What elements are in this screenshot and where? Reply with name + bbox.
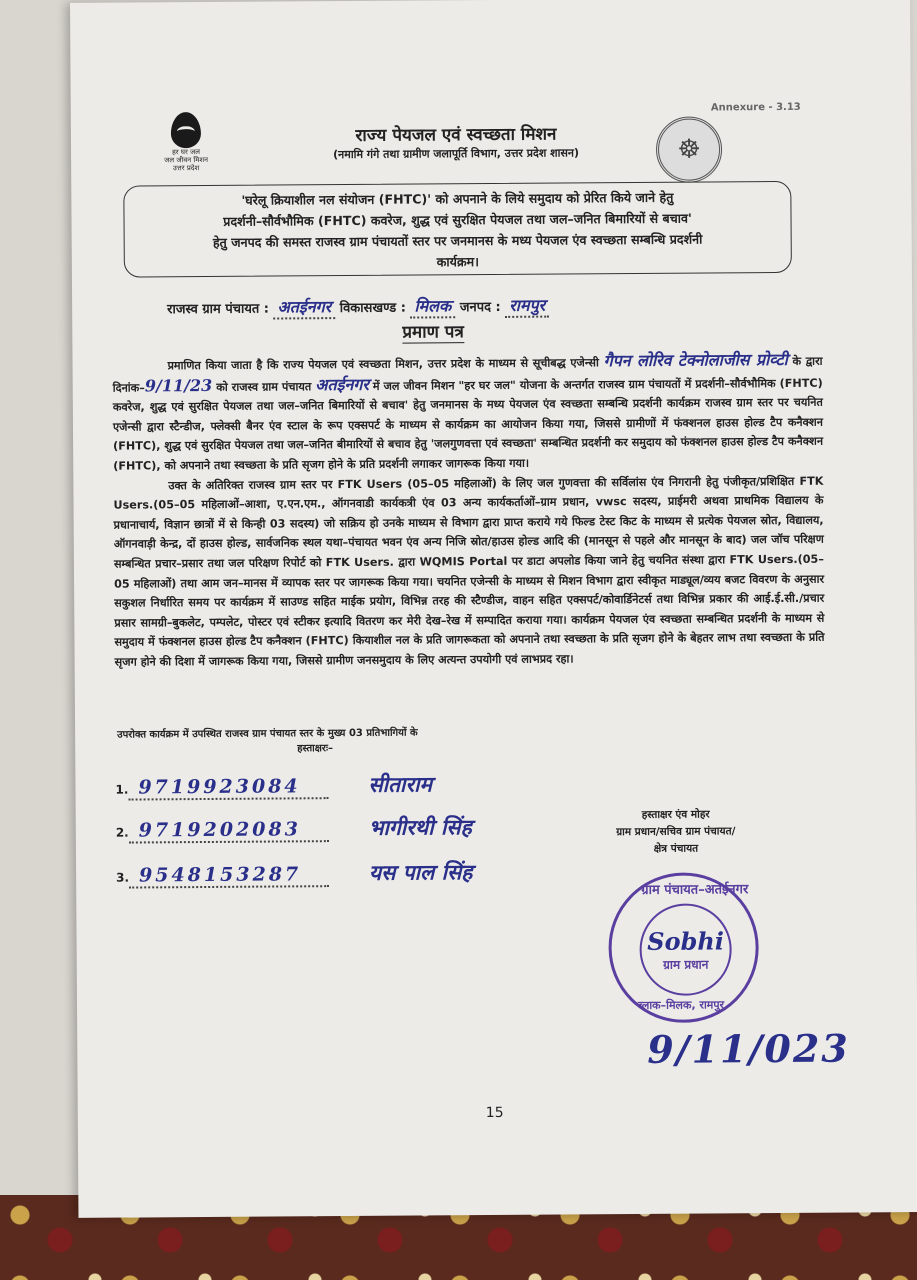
participant-number: 2.	[115, 825, 129, 840]
participant-row-2	[116, 812, 576, 855]
participant-phone: 9719202083	[129, 818, 329, 843]
panchayat-value: अतईनगर	[273, 295, 335, 319]
participants-caption-line-1: उपरोक्त कार्यक्रम में उपस्थित राजस्व ग्राम पंचायत स्तर के मुख्य 03 प्रतिभागियों के	[117, 727, 418, 741]
mission-subtitle: (नमामि गंगे तथा ग्रामीण जलापूर्ति विभाग, उत्तर प्रदेश शासन)	[333, 146, 580, 162]
logo-caption-1: हर घर जल	[172, 148, 201, 157]
body-paragraph-2: उक्त के अतिरिक्त राजस्व ग्राम स्तर पर FTK Users (05–05 महिलाओं) के लिए जल गुणवत्ता की सर्विलांस एंव निगरानी हेतु पंजीकृत/प्रशिक्षित FTK Users.(05–05 महिलाओं–आशा, ए.एन.एम., ऑगनवाडी कार्यकत्री एंव 03 अन्य कार्यकर्ताओं–ग्राम प्रधान, vwsc सदस्य, प्राईमरी अथवा प्राथमिक विद्यालय के प्रधानाचार्य, विज्ञान छात्रों में से किन्ही 03 सदस्य) जो सक्रिय हो उनके माध्यम से विभाग द्वारा प्राप्त कराये गये फिल्ड टेस्ट किट के माध्यम से प्रत्येक पेयजल स्रोत, विद्यालय, ऑगनवाड़ी केन्द्र, दों हाउस होल्ड, सार्वजनिक स्थल यथा–पंचायत भवन एंव अन्य निजि स्रोत/हाउस होल्ड आदि की (मानसून से पहले और मानसून के बाद) जल जॉच परिक्षण सम्बन्धित प्रचार–प्रसार तथा जल परिक्षण रिपोर्ट को FTK Users. द्वारा WQMIS Portal पर डाटा अपलोड किया जाने हेतु चयनित संस्था द्वारा FTK Users.(05–05 महिलाओं) तथा आम जन–मानस में व्यापक स्तर पर जागरूक किया गया। चयनित एजेन्सी के माध्यम से मिशन विभाग द्वारा स्वीकृत माड्यूल/व्यय बजट विवरण के अनुसार सकुशल निर्धारित समय पर कार्यक्रम में साउण्ड सहित माईक प्रयोग, विभिन्न तरह की स्टैण्डीज, वाहन सहित एक्सपर्ट/कोवार्डिनेटर्स तथा विभिन्न प्रकार की आई.ई.सी./प्रचार प्रसार सामग्री–बुकलेट, पम्पलेट, पोस्टर एवं स्टीकर इत्यादि वितरण कर मेरी देख–रेख में सम्पादित कराया गया। कार्यक्रम पेयजल एंव स्वच्छता सम्बन्धित प्रदर्शनी के माध्यम से समुदाय में फंक्शनल हाउस होल्ड टैप कनैक्शन (FHTC) कियाशील नल के प्रति जागरूकता को अपनाने तथा स्वच्छता के प्रति सृजग होने के बेहतर लाभ तथा स्वच्छता के प्रति सृजग होने की दिशा में जागरूक किया गया, जिससे ग्रामीण जनसमुदाय के लिए अत्यन्त उपयोगी एवं लाभप्रद रहा।	[113, 474, 825, 669]
seal-ring-bottom: ब्लाक–मिलक, रामपुर	[637, 998, 725, 1012]
panchayat-label: राजस्व ग्राम पंचायत :	[167, 301, 270, 318]
event-date-handwritten: 9/11/23	[144, 375, 213, 396]
seal-caption-line-2: ग्राम प्रधान/सचिव ग्राम पंचायत/	[616, 825, 736, 839]
certificate-page	[70, 0, 917, 1218]
handwritten-sign-date: 9/11/023	[647, 1025, 850, 1072]
participants-caption	[117, 725, 537, 758]
gram-pradhan-seal	[608, 872, 759, 1023]
participant-row-1	[115, 769, 575, 812]
body-p1-d: में जल जीवन मिशन "हर घर जल" योजना के अन्तर्गत राजस्व ग्राम पंचायतों में प्रदर्शनी–सौर्वभौमिक (FHTC) कवरेज, शुद्ध एवं सुरक्षित पेयजल तथा जल–जनित बिमारियों से बचाव' हेतु जनमानस के मध्य पेयजल एंव स्वच्छता सम्बन्धि प्रदर्शनी कार्यक्रम राजस्व ग्राम स्तर पर चयनित एजेन्सी द्वारा स्टैन्डीज, फ्लेक्सी बैनर एंव स्टाल के रूप एक्सपर्ट के माध्यम से कार्यक्रम का आयोजन किया गया, जिससे ग्रामीणों में फंक्शनल हाउस होल्ड टैप कनैक्शन (FHTC), शुद्ध एवं सुरक्षित पेयजल तथा जल–जनित बीमारियों से बचाव हेतु 'जलगुणवत्ता एवं स्वच्छता' सम्बन्धित प्रदर्शनी कर समुदाय को फंक्शनल हाउस होल्ड टैप कनैक्शन (FHTC), को अपनाने तथा स्वच्छता के प्रति सृजग होने के प्रति प्रदर्शनी लगाकर जागरूक किया गया।	[112, 376, 824, 473]
certificate-body	[112, 350, 824, 672]
jal-jeevan-mission-logo	[156, 112, 216, 172]
seal-ring-top: ग्राम पंचायत–अतईनगर	[641, 882, 749, 898]
seal-caption	[576, 806, 776, 858]
block-value: मिलक	[410, 294, 455, 318]
participants-caption-line-2: हस्ताक्षरः–	[297, 743, 334, 755]
participant-phone: 9719923084	[128, 775, 328, 800]
district-value: रामपुर	[505, 294, 549, 318]
seal-caption-line-1: हस्ताक्षर एंव मोहर	[641, 808, 710, 821]
program-topic-box	[123, 181, 792, 278]
body-paragraph-1	[112, 350, 823, 477]
participant-signature: भागीरथी सिंह	[368, 814, 472, 840]
participant-signature: सीताराम	[368, 771, 433, 797]
participant-number: 3.	[116, 870, 130, 885]
agency-handwritten: गैपन लोरिव टेक्नोलाजीस प्रोव्टी	[603, 349, 788, 371]
logo-caption-3: उत्तर प्रदेश	[173, 164, 200, 173]
mission-title: राज्य पेयजल एवं स्वच्छता मिशन	[355, 124, 557, 146]
panchayat-handwritten: अतईनगर	[315, 374, 369, 394]
page-number: 15	[485, 1104, 504, 1122]
certificate-title: प्रमाण पत्र	[402, 319, 464, 343]
logo-caption-2: जल जीवन मिशन	[164, 155, 209, 165]
up-government-emblem-icon: ☸	[656, 116, 722, 182]
topic-line-2: प्रदर्शनी–सौर्वभौमिक (FHTC) कवरेज, शुद्ध एवं सुरक्षित पेयजल तथा जल–जनित बिमारियों से बचाव'	[223, 210, 692, 229]
participant-phone: 9548153287	[129, 863, 329, 888]
participant-signature: यस पाल सिंह	[368, 859, 473, 885]
pradhan-signature: Sobhi	[647, 926, 725, 956]
participant-number: 1.	[115, 782, 129, 797]
seal-inner	[639, 903, 732, 996]
block-label: विकासखण्ड :	[339, 300, 406, 317]
annexure-label: Annexure - 3.13	[710, 101, 801, 114]
topic-line-4: कार्यक्रम।	[436, 254, 479, 270]
body-p1-b: के द्वारा दिनांक–	[112, 354, 823, 395]
location-fields	[167, 292, 807, 320]
topic-line-3: हेतु जनपद की समस्त राजस्व ग्राम पंचायतों स्तर पर जनमानस के मध्य पेयजल एंव स्वच्छता सम्बन्धि प्रदर्शनी	[212, 231, 703, 250]
body-p1-a: प्रमाणित किया जाता है कि राज्य पेयजल एवं स्वच्छता मिशन, उत्तर प्रदेश के माध्यम से सूचीबद्ध एजेन्सी	[167, 356, 599, 373]
water-drop-icon	[171, 112, 201, 148]
district-label: जनपद :	[459, 299, 501, 316]
seal-role: ग्राम प्रधान	[663, 957, 709, 972]
body-p1-c: को राजस्व ग्राम पंचायत	[216, 379, 312, 394]
participant-row-3	[116, 857, 576, 900]
seal-caption-line-3: क्षेत्र पंचायत	[653, 842, 699, 855]
topic-line-1: 'घरेलू क्रियाशील नल संयोजन (FHTC)' को अपनाने के लिये समुदाय को प्रेरित किये जाने हेतु	[241, 189, 674, 208]
